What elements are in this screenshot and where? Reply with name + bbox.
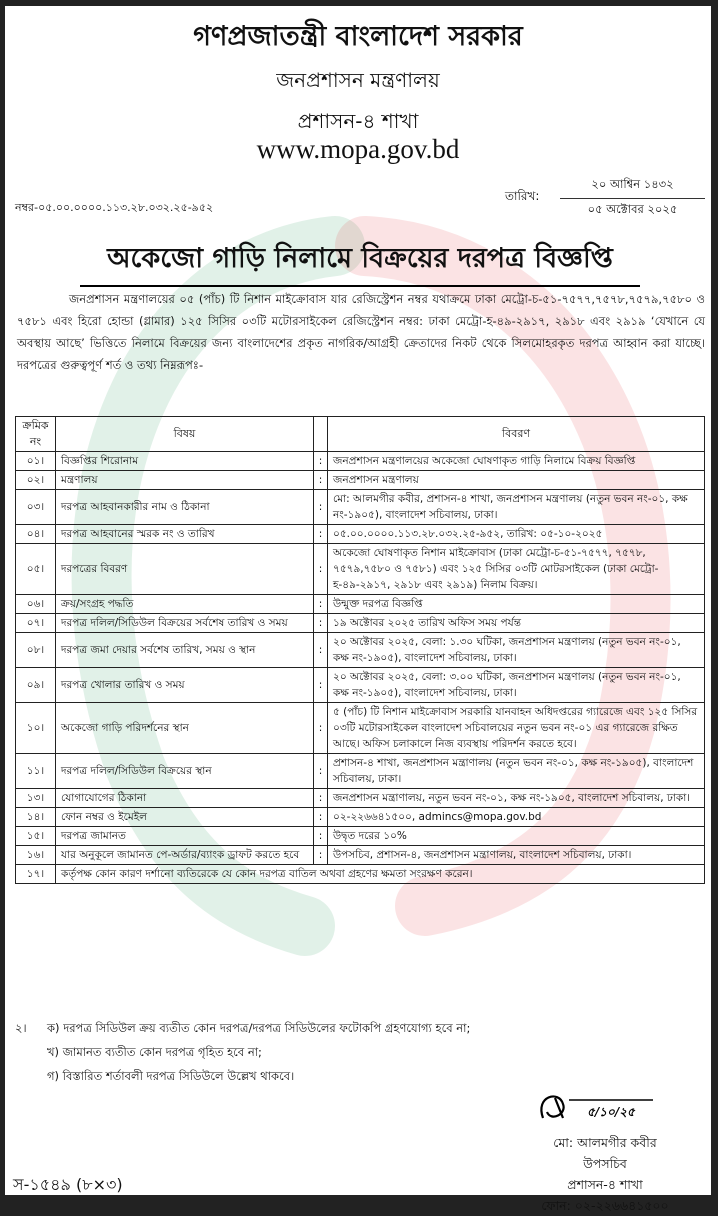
date-english: ০৫ অক্টোবর ২০২৫ xyxy=(587,202,678,216)
row-details: জনপ্রশাসন মন্ত্রণালয়ের অকেজো ঘোষণাকৃত গাড়ি নিলামে বিক্রয় বিজ্ঞপ্তি xyxy=(328,452,705,471)
row-subject: বিজ্ঞপ্তির শিরোনাম xyxy=(56,452,314,471)
note-item: গ) বিস্তারিত শর্তাবলী দরপত্র সিডিউলে উল্লেখ থাকবে। xyxy=(47,1069,295,1083)
row-subject: যোগাযোগের ঠিকানা xyxy=(56,789,314,808)
row-details: ৫ (পাঁচ) টি নিশান মাইক্রোবাস সরকারি যানবাহন অধিদপ্তরের গ্যারেজে এবং ১২৫ সিসির ০৩টি মটোরসাইকেল বাংলাদেশ সচিবালয়ের নতুন ভবন নং-০১ এর গ্যারেজে রক্ষিত আছে। অফিস চলাকালে নিজ ব্যবস্থায় পরিদর্শন করতে হবে। xyxy=(328,703,705,754)
row-serial: ০৫। xyxy=(16,544,56,595)
row-serial: ১৬। xyxy=(16,846,56,865)
note-item: ক) দরপত্র সিডিউল ক্রয় ব্যতীত কোন দরপত্র/দরপত্র সিডিউলের ফটোকপি গ্রহণযোগ্য হবে না; xyxy=(47,1021,471,1035)
table-row xyxy=(16,614,705,633)
row-serial: ১৪। xyxy=(16,808,56,827)
row-colon: : xyxy=(314,808,328,827)
row-details: ০২-২২৬৬৪১৫০০, admincs@mopa.gov.bd xyxy=(328,808,705,827)
table-row xyxy=(16,544,705,595)
date-bangla: ২০ আশ্বিন ১৪৩২ xyxy=(560,176,705,199)
row-subject: যার অনুকূলে জামানত পে-অর্ডার/ব্যাংক ড্রাফট করতে হবে xyxy=(56,846,314,865)
ministry-heading: জনপ্রশাসন মন্ত্রণালয় xyxy=(276,68,440,92)
row-colon: : xyxy=(314,754,328,789)
table-row xyxy=(16,668,705,703)
row-colon: : xyxy=(314,595,328,614)
row-colon: : xyxy=(314,525,328,544)
memo-number: নম্বর-০৫.০০.০০০০.১১৩.২৮.০৩২.২৫-৯৫২ xyxy=(15,201,214,214)
table-row xyxy=(16,808,705,827)
table-header-row xyxy=(16,417,705,452)
header-subject: বিষয় xyxy=(56,417,314,452)
row-subject: ফোন নম্বর ও ইমেইল xyxy=(56,808,314,827)
row-serial: ০৩। xyxy=(16,490,56,525)
row-serial: ১০। xyxy=(16,703,56,754)
table-row xyxy=(16,490,705,525)
notes-section xyxy=(15,1016,705,1088)
row-serial: ০২। xyxy=(16,471,56,490)
signatory-branch: প্রশাসন-৪ শাখা xyxy=(567,1177,643,1192)
row-subject: দরপত্র দলিল/সিডিউল বিক্রয়ের সর্বশেষ তারিখ ও সময় xyxy=(56,614,314,633)
signature-date: ৫/১০/২৫ xyxy=(587,1105,635,1119)
row-colon: : xyxy=(314,789,328,808)
row-serial: ০৬। xyxy=(16,595,56,614)
table-row-final xyxy=(16,865,705,884)
row-details: উন্মুক্ত দরপত্র বিজ্ঞপ্তি xyxy=(328,595,705,614)
signatory-designation: উপসচিব xyxy=(583,1156,627,1171)
table-row xyxy=(16,452,705,471)
document-page xyxy=(5,6,711,1213)
signature-area xyxy=(525,1090,705,1130)
branch-heading: প্রশাসন-৪ শাখা xyxy=(297,109,419,133)
signatory-name: মো: আলমগীর কবীর xyxy=(553,1135,657,1150)
table-row xyxy=(16,633,705,668)
row-details: ২০ অক্টোবর ২০২৫, বেলা: ১.৩০ ঘটিকা, জনপ্রশাসন মন্ত্রণালয় (নতুন ভবন নং-০১, কক্ষ নং-১৯০৫), বাংলাদেশ সচিবালয়, ঢাকা। xyxy=(328,633,705,668)
row-subject: মন্ত্রণালয় xyxy=(56,471,314,490)
table-row xyxy=(16,846,705,865)
row-details: প্রশাসন-৪ শাখা, জনপ্রশাসন মন্ত্রাণালয় (নতুন ভবন নং-০১, কক্ষ নং-১৯০৫), বাংলাদেশ সচিবালয়, ঢাকা। xyxy=(328,754,705,789)
table-row xyxy=(16,525,705,544)
tender-info-table xyxy=(15,416,705,884)
row-serial: ০৯। xyxy=(16,668,56,703)
note-item: খ) জামানত ব্যতীত কোন দরপত্র গৃহিত হবে না; xyxy=(47,1045,262,1059)
table-wrapper xyxy=(15,416,705,884)
intro-paragraph: জনপ্রশাসন মন্ত্রণালয়ের ০৫ (পাঁচ) টি নিশান মাইক্রোবাস যার রেজিস্ট্রেশন নম্বর যথাক্রমে ঢাকা মেট্রো-চ-৫১-৭৫৭৭,৭৫৭৮,৭৫৭৯,৭৫৮০ ও ৭৫৮১ এবং হিরো হোন্ডা (গ্লামার) ১২৫ সিসির ০৩টি মটোরসাইকেল রেজিস্ট্রেশন নম্বর: ঢাকা মেট্রো-হ-৪৯-২৯১৭, ২৯১৮ এবং ২৯১৯ ‘যেখানে যে অবস্থায় আছে’ ভিত্তিতে নিলামে বিক্রয়ের জন্য বাংলাদেশের প্রকৃত নাগরিক/আগ্রহী ক্রেতাদের নিকট থেকে সিলমোহরকৃত দরপত্র আহ্বান করা যাচ্ছে। দরপত্রের গুরুত্বপূর্ণ শর্ত ও তথ্য নিম্নরূপঃ- xyxy=(17,292,705,372)
row-colon: : xyxy=(314,846,328,865)
table-row xyxy=(16,703,705,754)
date-label: তারিখ: xyxy=(505,189,540,203)
row-serial: ০১। xyxy=(16,452,56,471)
row-subject: ক্রয়/সংগ্রহ পদ্ধতি xyxy=(56,595,314,614)
row-serial: ০৪। xyxy=(16,525,56,544)
table-row xyxy=(16,789,705,808)
row-subject: দরপত্রের বিবরণ xyxy=(56,544,314,595)
row-details: অকেজো ঘোষণাকৃত নিশান মাইক্রোবাস (ঢাকা মেট্রো-চ-৫১-৭৫৭৭, ৭৫৭৮, ৭৫৭৯,৭৫৮০ ও ৭৫৮১) এবং ১২৫ সিসির ০৩টি মোটরসাইকেল (ঢাকা মেট্রো-হ-৪৯-২৯১৭, ২৯১৮ এবং ২৯১৯) নিলাম বিক্রয়। xyxy=(328,544,705,595)
row-subject: দরপত্র দলিল/সিডিউল বিক্রয়ের স্থান xyxy=(56,754,314,789)
row-details: ০৫.০০.০০০০.১১৩.২৮.০৩২.২৫-৯৫২, তারিখ: ০৫-১০-২০২৫ xyxy=(328,525,705,544)
header-details: বিবরণ xyxy=(328,417,705,452)
row-details: জনপ্রশাসন মন্ত্রাণালয়, নতুন ভবন নং-০১, কক্ষ নং-১৯০৫, বাংলাদেশ সচিবালয়, ঢাকা। xyxy=(328,789,705,808)
website-url[interactable]: www.mopa.gov.bd xyxy=(256,134,460,164)
row-subject: অকেজো গাড়ি পরিদর্শনের স্থান xyxy=(56,703,314,754)
row-serial: ০৮। xyxy=(16,633,56,668)
row-subject: দরপত্র আহবানের স্মরক নং ও তারিখ xyxy=(56,525,314,544)
row-serial: ০৭। xyxy=(16,614,56,633)
row-subject: দরপত্র খোলার তারিখ ও সময় xyxy=(56,668,314,703)
row-colon: : xyxy=(314,827,328,846)
notes-number: ২। xyxy=(15,1021,27,1035)
row-details: জনপ্রশাসন মন্ত্রণালয় xyxy=(328,471,705,490)
table-row xyxy=(16,595,705,614)
row-colon: : xyxy=(314,544,328,595)
table-row xyxy=(16,471,705,490)
footer-code: স-১৫৪৯ (৮×৩) xyxy=(13,1175,123,1194)
row-subject: দরপত্র জমা দেয়ার সর্বশেষ তারিখ, সময় ও স্থান xyxy=(56,633,314,668)
government-heading: গণপ্রজাতন্ত্রী বাংলাদেশ সরকার xyxy=(193,21,523,52)
row-colon: : xyxy=(314,471,328,490)
row-serial: ১৫। xyxy=(16,827,56,846)
header-colon-spacer xyxy=(314,417,328,452)
row-colon: : xyxy=(314,614,328,633)
notice-title: অকেজো গাড়ি নিলামে বিক্রয়ের দরপত্র বিজ্ঞপ্তি xyxy=(80,238,640,287)
table-row xyxy=(16,827,705,846)
row-details: উপসচিব, প্রশাসন-৪, জনপ্রশাসন মন্ত্রাণালয়, বাংলাদেশ সচিবালয়, ঢাকা। xyxy=(328,846,705,865)
table-row xyxy=(16,754,705,789)
row-statement: কর্তৃপক্ষ কোন কারণ দর্শানো ব্যতিরেকে যে কোন দরপত্র বাতিল অথবা গ্রহণের ক্ষমতা সংরক্ষণ করেন। xyxy=(56,865,705,884)
row-colon: : xyxy=(314,452,328,471)
signatory-phone: ফোন: ০২-২২৬৬৪১৫০০ xyxy=(541,1198,669,1213)
row-details: উদ্বৃত দরের ১০% xyxy=(328,827,705,846)
row-details: ১৯ অক্টোবর ২০২৫ তারিখ অফিস সময় পর্যন্ত xyxy=(328,614,705,633)
row-serial: ১৭। xyxy=(16,865,56,884)
header-serial: ক্রমিক নং xyxy=(16,417,56,452)
row-colon: : xyxy=(314,633,328,668)
row-details: মো: আলমগীর কবীর, প্রশাসন-৪ শাখা, জনপ্রশাসন মন্ত্রণালয় (নতুন ভবন নং-০১, কক্ষ নং-১৯০৫), বাংলাদেশ সচিবালয়, ঢাকা। xyxy=(328,490,705,525)
signature-block xyxy=(505,1132,705,1216)
row-details: ২০ অক্টোবর ২০২৫, বেলা: ৩.০০ ঘটিকা, জনপ্রশাসন মন্ত্রণালয় (নতুন ভবন নং-০১, কক্ষ নং-১৯০৫), বাংলাদেশ সচিবালয়, ঢাকা। xyxy=(328,668,705,703)
row-subject: দরপত্র জামানত xyxy=(56,827,314,846)
row-colon: : xyxy=(314,703,328,754)
row-colon: : xyxy=(314,668,328,703)
row-colon: : xyxy=(314,490,328,525)
row-subject: দরপত্র আহবানকারীর নাম ও ঠিকানা xyxy=(56,490,314,525)
row-serial: ১৩। xyxy=(16,789,56,808)
row-serial: ১১। xyxy=(16,754,56,789)
